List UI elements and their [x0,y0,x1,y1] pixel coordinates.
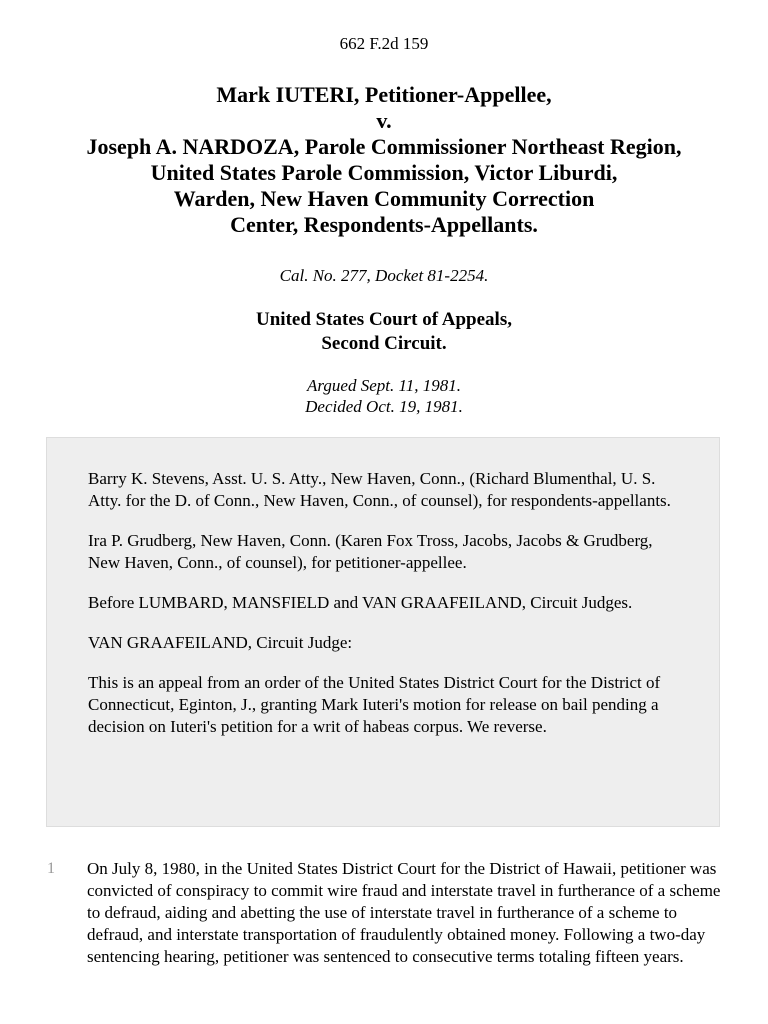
paragraph-number: 1 [47,860,55,877]
counsel-respondents: Barry K. Stevens, Asst. U. S. Atty., New Haven, Conn., (Richard Blumenthal, U. S. Atty. for the D. of Conn., New Haven, Conn., of counsel), for respondents-appellants. [88,469,671,510]
case-caption [0,82,768,238]
decided-date: Decided Oct. 19, 1981. [305,397,463,416]
caption-respondent-line-3: Warden, New Haven Community Correction [173,186,595,211]
court-name-line-2: Second Circuit. [321,333,447,354]
court-name-line-1: United States Court of Appeals, [256,309,512,330]
opinion-author: VAN GRAAFEILAND, Circuit Judge: [88,633,353,652]
opinion-intro: This is an appeal from an order of the United States District Court for the District of Connecticut, Eginton, J., granting Mark Iuteri's motion for release on bail pending a decision on Iuteri's petition for a writ of habeas corpus. We reverse. [88,673,661,736]
judge-panel: Before LUMBARD, MANSFIELD and VAN GRAAFEILAND, Circuit Judges. [88,593,633,612]
case-citation: 662 F.2d 159 [339,34,429,53]
court-name [0,308,768,356]
argued-date: Argued Sept. 11, 1981. [307,376,461,395]
paragraph-text: On July 8, 1980, in the United States District Court for the District of Hawaii, petitioner was convicted of conspiracy to commit wire fraud and interstate travel in furtherance of a scheme to defraud, aiding and abetting the use of interstate travel in furtherance of a scheme to defraud, and interstate transportation of fraudulently obtained money. Following a two-day sentencing hearing, petitioner was sentenced to consecutive terms totaling fifteen years. [87,859,721,966]
caption-respondent-line-4: Center, Respondents-Appellants. [230,212,538,237]
counsel-petitioner: Ira P. Grudberg, New Haven, Conn. (Karen Fox Tross, Jacobs, Jacobs & Grudberg, New Haven, Conn., of counsel), for petitioner-appellee. [88,531,653,572]
case-summary-box [46,437,720,827]
caption-versus: v. [376,108,392,133]
docket-number: Cal. No. 277, Docket 81-2254. [279,266,489,285]
case-dates [0,375,768,417]
caption-respondent-line-2: United States Parole Commission, Victor Liburdi, [150,160,618,185]
caption-respondent-line-1: Joseph A. NARDOZA, Parole Commissioner Northeast Region, [86,134,682,159]
caption-petitioner: Mark IUTERI, Petitioner-Appellee, [216,82,552,107]
